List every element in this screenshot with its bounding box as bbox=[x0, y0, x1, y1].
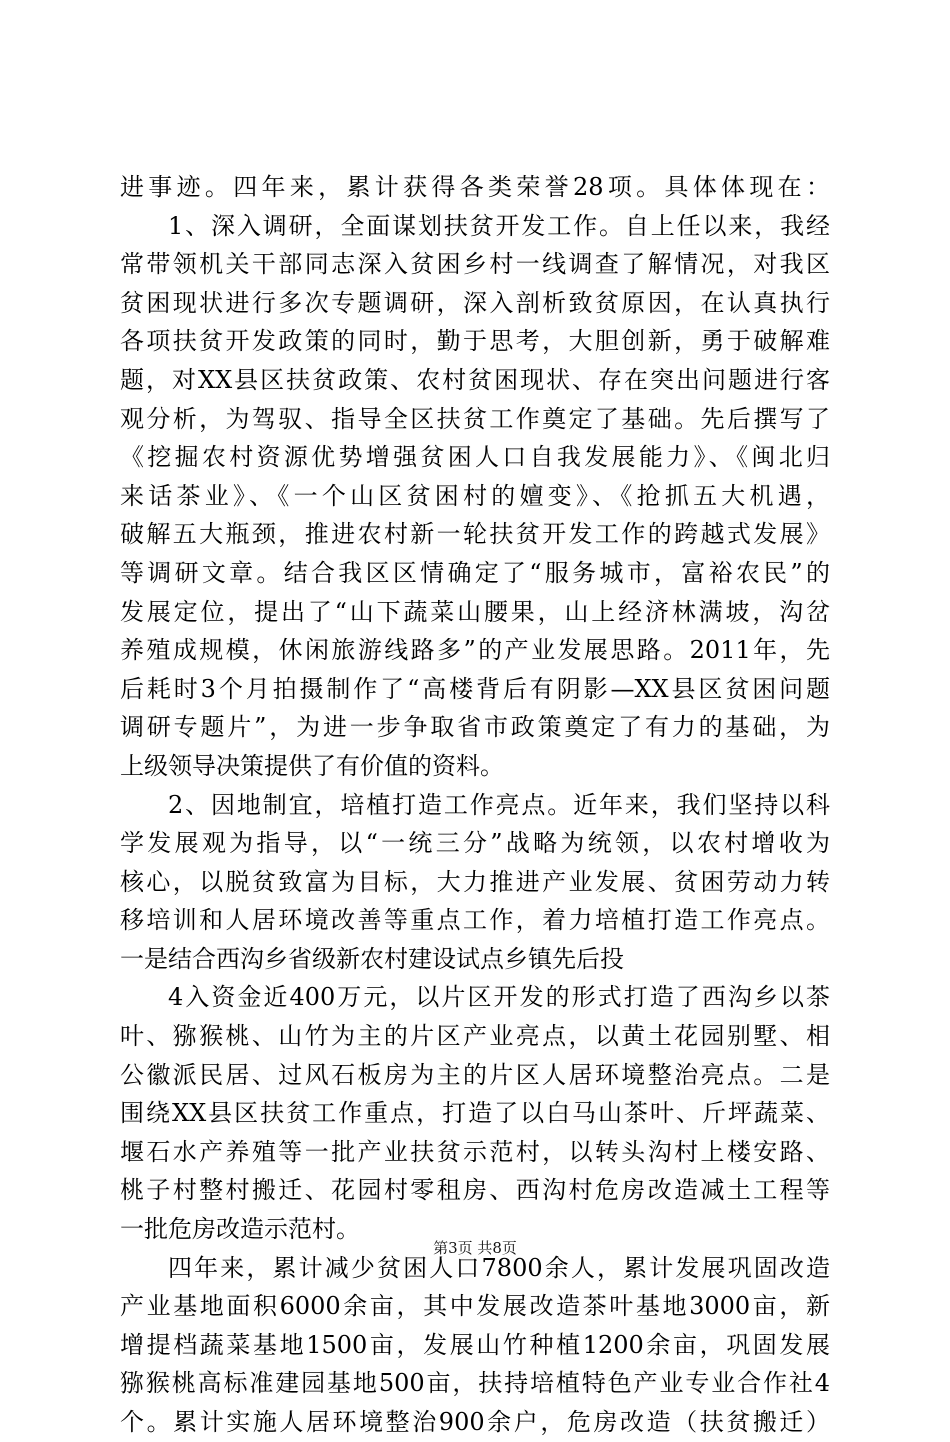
page-number: 第3页 共8页 bbox=[433, 1239, 517, 1257]
text-line: 猕猴桃高标准建园基地500亩，扶持培植特色产业专业合作社4 bbox=[120, 1369, 830, 1398]
text-line: 《挖掘农村资源优势增强贫困人口自我发展能力》、《闽北归 bbox=[120, 443, 830, 472]
text-line: 观分析，为驾驭、指导全区扶贫工作奠定了基础。先后撰写了 bbox=[120, 404, 830, 433]
text-line: 破解五大瓶颈，推进农村新一轮扶贫开发工作的跨越式发展》 bbox=[120, 520, 830, 549]
text-line: 调研专题片”，为进一步争取省市政策奠定了有力的基础，为 bbox=[120, 713, 830, 742]
text-line: 上级领导决策提供了有价值的资料。 bbox=[120, 751, 504, 780]
text-line: 一批危房改造示范村。 bbox=[120, 1215, 360, 1244]
text-line: 等调研文章。结合我区区情确定了“服务城市，富裕农民”的 bbox=[120, 558, 830, 587]
text-line: 题，对XX县区扶贫政策、农村贫困现状、存在突出问题进行客 bbox=[120, 365, 830, 394]
text-line: 围绕XX县区扶贫工作重点，打造了以白马山茶叶、斤坪蔬菜、 bbox=[120, 1099, 830, 1128]
text-line: 进事迹。四年来，累计获得各类荣誉28项。具体体现在： bbox=[120, 173, 830, 201]
text-line: 四年来，累计减少贫困人口7800余人，累计发展巩固改造 bbox=[168, 1253, 830, 1282]
page-footer bbox=[0, 1238, 950, 1258]
text-line: 养殖成规模，休闲旅游线路多”的产业发展思路。2011年，先 bbox=[120, 636, 830, 665]
text-line: 移培训和人居环境改善等重点工作，着力培植打造工作亮点。 bbox=[120, 906, 830, 935]
text-line: 桃子村整村搬迁、花园村零租房、西沟村危房改造减土工程等 bbox=[120, 1176, 830, 1205]
text-line: 常带领机关干部同志深入贫困乡村一线调查了解情况，对我区 bbox=[120, 250, 830, 279]
text-line: 4入资金近400万元，以片区开发的形式打造了西沟乡以茶 bbox=[168, 983, 830, 1012]
text-line: 产业基地面积6000余亩，其中发展改造茶叶基地3000亩，新 bbox=[120, 1292, 830, 1321]
text-line: 叶、猕猴桃、山竹为主的片区产业亮点，以黄土花园别墅、相 bbox=[120, 1022, 830, 1051]
text-line: 发展定位，提出了“山下蔬菜山腰果，山上经济林满坡，沟岔 bbox=[120, 597, 830, 626]
text-line: 贫困现状进行多次专题调研，深入剖析致贫原因，在认真执行 bbox=[120, 288, 830, 317]
text-line: 公徽派民居、过风石板房为主的片区人居环境整治亮点。二是 bbox=[120, 1060, 830, 1089]
text-line: 2、因地制宜，培植打造工作亮点。近年来，我们坚持以科 bbox=[168, 790, 830, 819]
text-line: 来话茶业》、《一个山区贫困村的嬗变》、《抢抓五大机遇， bbox=[120, 481, 830, 510]
text-line: 核心，以脱贫致富为目标，大力推进产业发展、贫困劳动力转 bbox=[120, 867, 830, 896]
text-line: 1、深入调研，全面谋划扶贫开发工作。自上任以来，我经 bbox=[168, 211, 830, 240]
text-line: 个。累计实施人居环境整治900余户，危房改造（扶贫搬迁） bbox=[120, 1408, 830, 1436]
text-line: 学发展观为指导，以“一统三分”战略为统领，以农村增收为 bbox=[120, 829, 830, 858]
text-line: 增提档蔬菜基地1500亩，发展山竹种植1200余亩，巩固发展 bbox=[120, 1330, 830, 1359]
text-line: 堰石水产养殖等一批产业扶贫示范村，以转头沟村上楼安路、 bbox=[120, 1137, 830, 1166]
text-line: 一是结合西沟乡省级新农村建设试点乡镇先后投 bbox=[120, 944, 624, 973]
text-line: 后耗时3个月拍摄制作了“高楼背后有阴影—XX县区贫困问题 bbox=[120, 674, 830, 703]
text-line: 各项扶贫开发政策的同时，勤于思考，大胆创新，勇于破解难 bbox=[120, 327, 830, 356]
